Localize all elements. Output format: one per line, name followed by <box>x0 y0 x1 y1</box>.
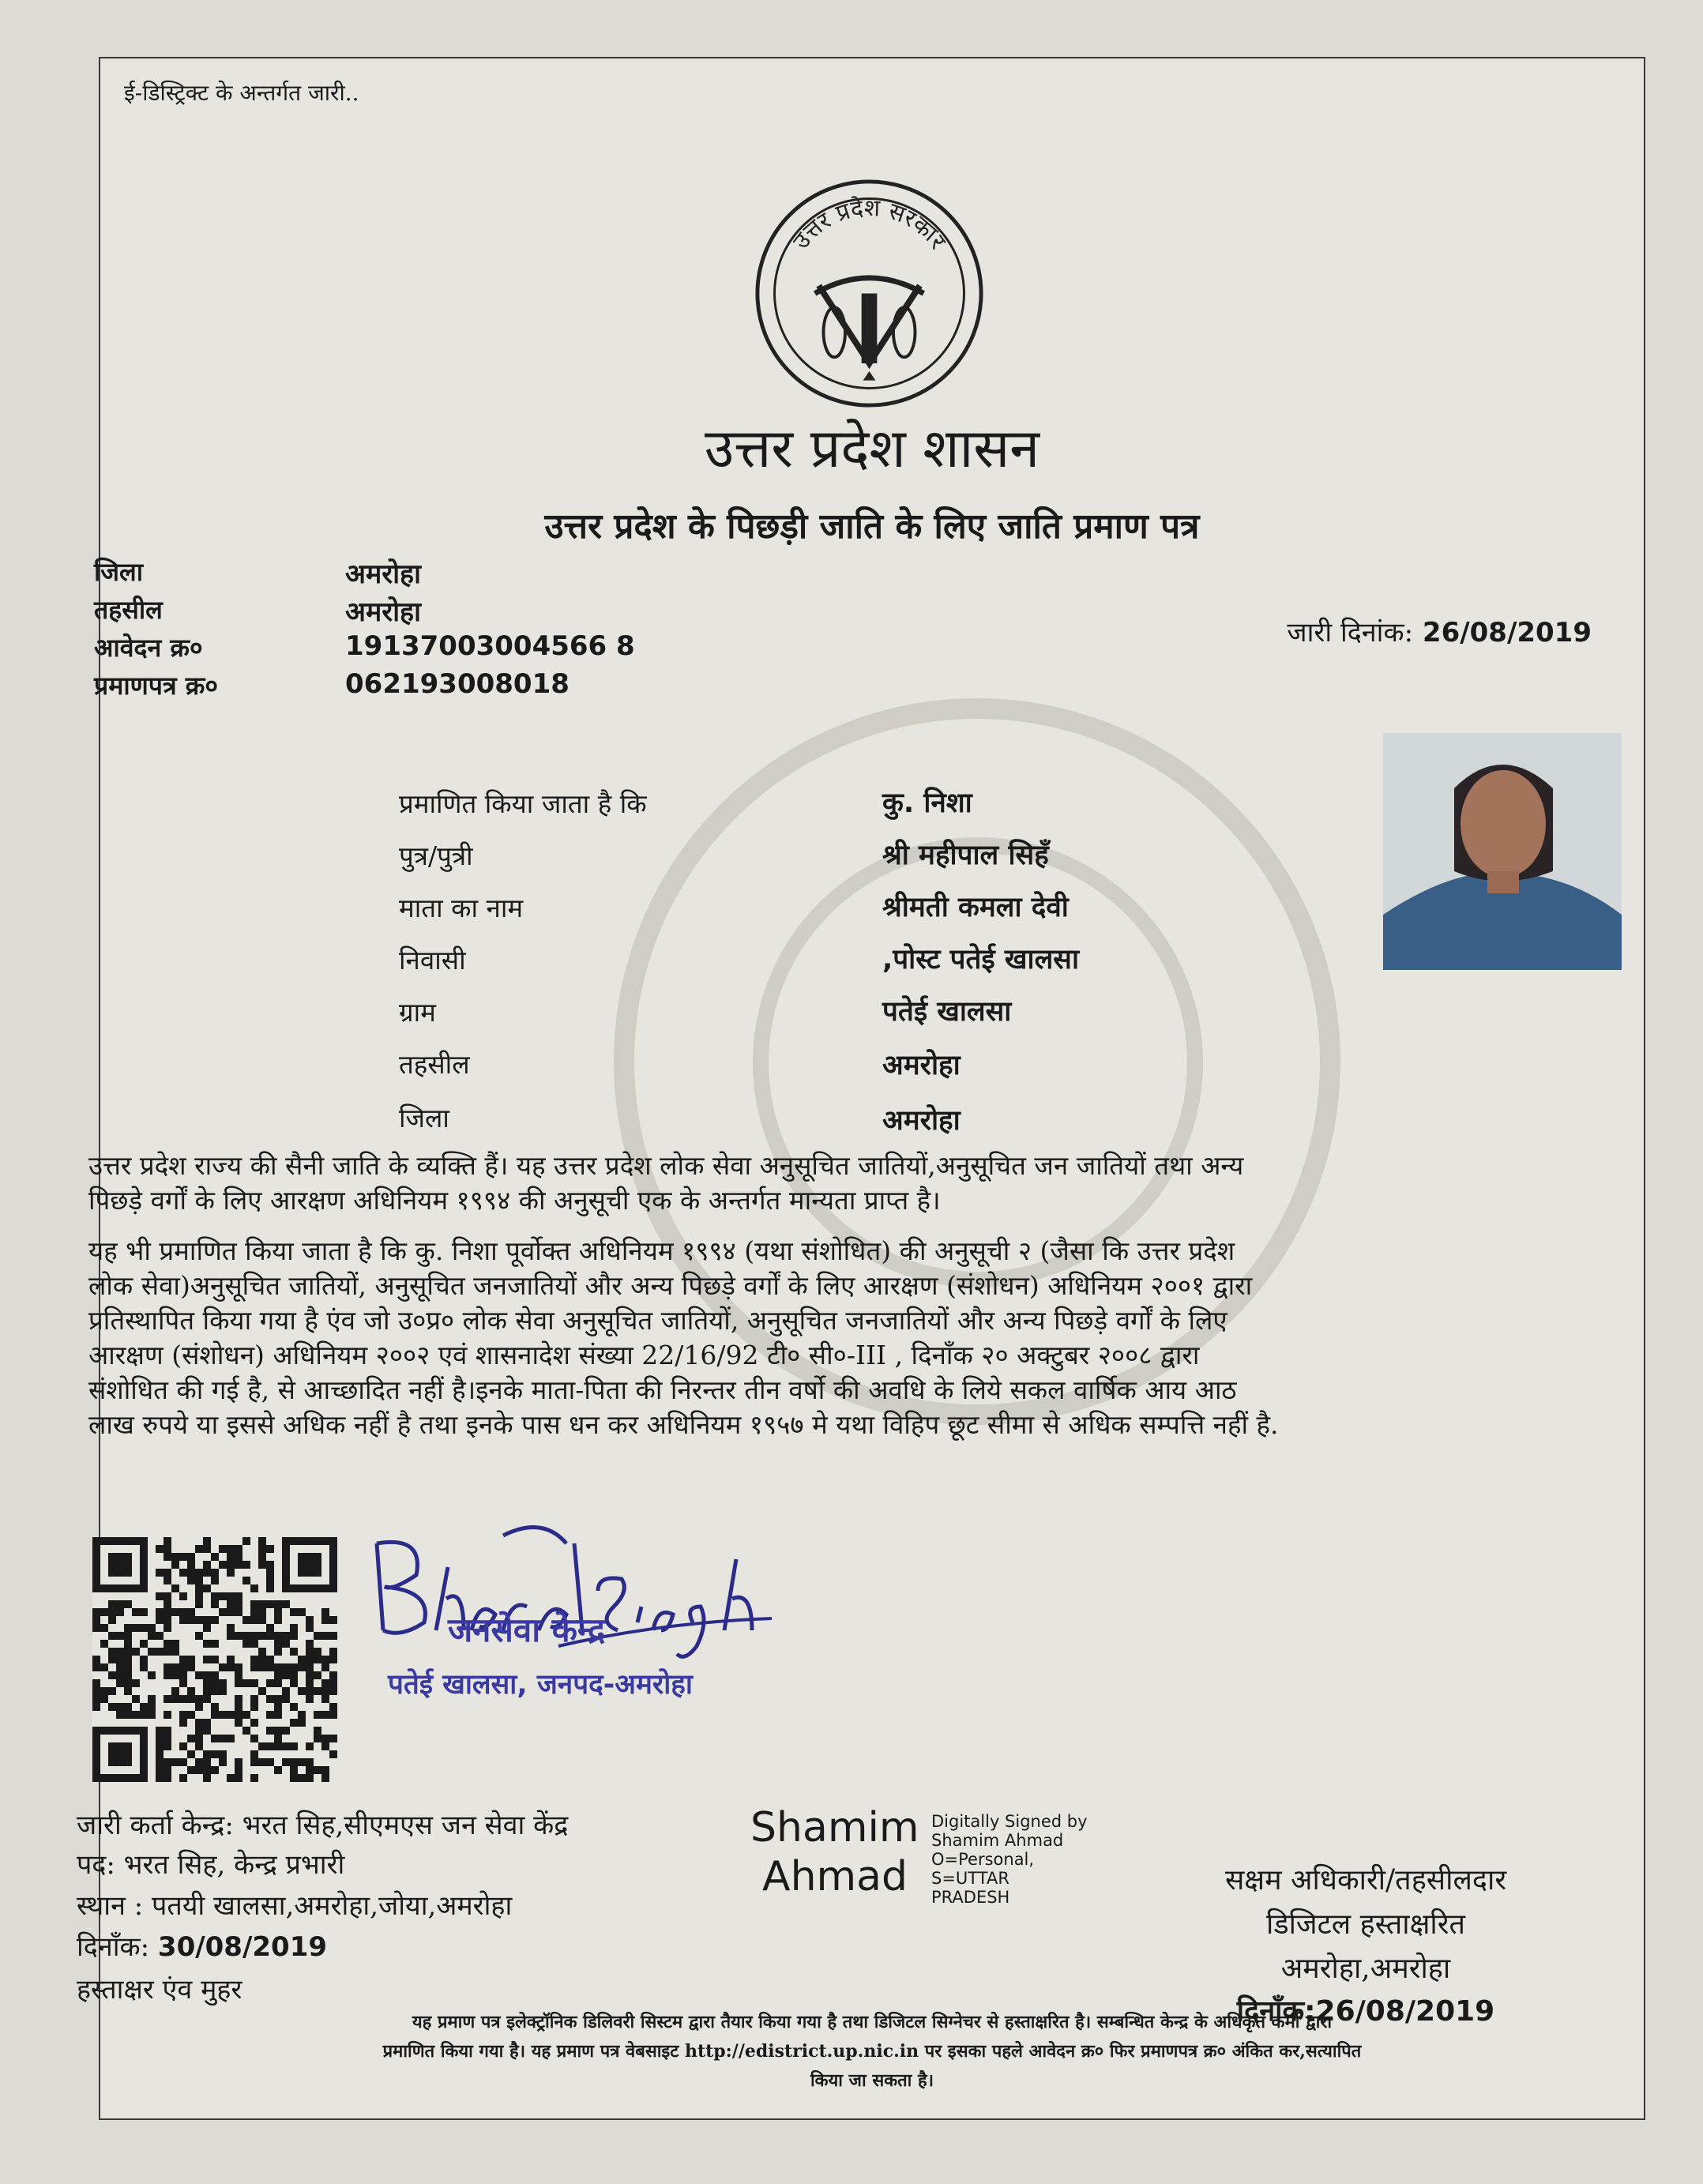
field-value-name: कु. निशा <box>882 788 972 819</box>
emblem-text: उत्तर प्रदेश सरकार <box>787 194 952 254</box>
digital-sign-detail: O=Personal, <box>931 1850 1035 1869</box>
qr-code <box>92 1537 337 1782</box>
footer-note <box>100 2008 1644 2096</box>
footer-line: प्रमाणित किया गया है। यह प्रमाण पत्र वेबसाइट http://edistrict.up.nic.in पर इसका पहले आवेदन क्र० फिर प्रमाणपत्र क्र० अंकित कर,सत्यापित <box>382 2041 1362 2062</box>
field-value-tehsil: अमरोहा <box>882 1050 961 1081</box>
officer-title: सक्षम अधिकारी/तहसीलदार <box>1224 1864 1507 1896</box>
field-label-name: प्रमाणित किया जाता है कि <box>399 788 647 819</box>
field-value-village: पतेई खालसा <box>882 996 1012 1028</box>
field-label-resident: निवासी <box>399 945 466 975</box>
paragraph-caste-line: पिछड़े वर्गों के लिए आरक्षण अधिनियम १९९४ की अनुसूची एक के अन्तर्गत मान्यता प्राप्त है। <box>88 1185 941 1216</box>
meta-value-district: अमरोहा <box>345 558 421 590</box>
meta-value-tehsil: अमरोहा <box>345 596 421 628</box>
issue-date <box>1287 613 1592 649</box>
stamp-center-address: पतेई खालसा, जनपद-अमरोहा <box>388 1669 693 1701</box>
footer-line: किया जा सकता है। <box>810 2070 934 2091</box>
paragraph-caste-line: उत्तर प्रदेश राज्य की सैनी जाति के व्यक्ति हैं। यह उत्तर प्रदेश लोक सेवा अनुसूचित जातियों,अनुसूचित जन जातियों तथा अन्य <box>88 1150 1244 1181</box>
paragraph-caste <box>88 1148 1656 1218</box>
meta-label-district: जिला <box>94 557 144 587</box>
issuer-center: जारी कर्ता केन्द्र: भरत सिह,सीएमएस जन सेवा केंद्र <box>77 1810 569 1841</box>
paragraph-cert-line: प्रतिस्थापित किया गया है एंव जो उ०प्र० लोक सेवा अनुसूचित जातियों, अनुसूचित जनजातियों और अन्य पिछड़े वर्गों के लिए <box>88 1305 1227 1336</box>
meta-label-certificate-no: प्रमाणपत्र क्र० <box>94 671 218 701</box>
digital-sign-detail: PRADESH <box>931 1888 1010 1907</box>
digital-sign-detail: S=UTTAR <box>931 1869 1009 1888</box>
footer-line: यह प्रमाण पत्र इलेक्ट्रॉनिक डिलिवरी सिस्टम द्वारा तैयार किया गया है तथा डिजिटल सिग्नेचर से हस्ताक्षरित है। सम्बन्धित केन्द्र के अधिकृत कर्मी द्वारा <box>412 2012 1333 2032</box>
page-title: उत्तर प्रदेश शासन <box>705 418 1039 480</box>
field-value-district: अमरोहा <box>882 1105 961 1137</box>
issuer-date-label: दिनाँक: <box>77 1931 150 1963</box>
meta-value-certificate-no: 062193008018 <box>345 668 570 700</box>
field-label-mother: माता का नाम <box>399 893 524 923</box>
field-label-district: जिला <box>399 1103 449 1133</box>
paragraph-certification <box>88 1234 1656 1442</box>
issuer-seal-label: हस्ताक्षर एंव मुहर <box>77 1974 242 2005</box>
officer-digital-signed: डिजिटल हस्ताक्षरित <box>1266 1908 1465 1941</box>
up-govt-emblem-icon <box>753 177 986 410</box>
issuer-designation: पद: भरत सिह, केन्द्र प्रभारी <box>77 1849 345 1881</box>
field-value-mother: श्रीमती कमला देवी <box>882 892 1069 923</box>
meta-label-tehsil: तहसील <box>94 595 163 625</box>
svg-text:उत्तर प्रदेश सरकार <box>788 194 952 254</box>
digital-sign-name-2: Ahmad <box>762 1853 908 1900</box>
officer-location: अमरोहा,अमरोहा <box>1280 1953 1451 1985</box>
meta-label-application-no: आवेदन क्र० <box>94 633 203 663</box>
paragraph-cert-line: लाख रुपये या इससे अधिक नहीं है तथा इनके पास धन कर अधिनियम १९५७ मे यथा विहिप छूट सीमा से अधिक सम्पत्ति नहीं है. <box>88 1409 1279 1440</box>
paragraph-cert-line: यह भी प्रमाणित किया जाता है कि कु. निशा पूर्वोक्त अधिनियम १९९४ (यथा संशोधित) की अनुसूची २ (जैसा कि उत्तर प्रदेश <box>88 1235 1235 1266</box>
field-label-tehsil: तहसील <box>399 1049 470 1080</box>
certificate-subtitle: उत्तर प्रदेश के पिछड़ी जाति के लिए जाति प्रमाण पत्र <box>544 506 1200 547</box>
field-value-father: श्री महीपाल सिहँ <box>882 840 1049 871</box>
officer-date: दिनाँक:26/08/2019 <box>1236 1995 1495 2028</box>
issuer-place: स्थान : पतयी खालसा,अमरोहा,जोया,अमरोहा <box>77 1890 513 1922</box>
digital-sign-details <box>931 1812 1088 1907</box>
issuer-date <box>77 1927 327 1964</box>
certificate-page <box>77 57 1645 2120</box>
meta-value-application-no: 19137003004566 8 <box>345 630 635 662</box>
issuer-date-value: 30/08/2019 <box>157 1931 328 1963</box>
digital-sign-name-1: Shamim <box>750 1804 919 1851</box>
issue-date-value: 26/08/2019 <box>1422 617 1592 648</box>
digital-sign-detail: Digitally Signed by <box>931 1812 1088 1831</box>
applicant-photo <box>1383 733 1622 970</box>
paragraph-cert-line: आरक्षण (संशोधन) अधिनियम २००२ एवं शासनादेश संख्या 22/16/92 टी० सी०-III , दिनाँक २० अक्टुबर २००८ द्वारा <box>88 1340 1200 1370</box>
field-label-child-of: पुत्र/पुत्री <box>399 840 473 871</box>
stamp-center-name: जनसेवा केन्द्र <box>448 1611 606 1649</box>
issue-date-label: जारी दिनांक: <box>1287 617 1414 648</box>
digital-sign-detail: Shamim Ahmad <box>931 1831 1064 1850</box>
field-label-village: ग्राम <box>399 997 436 1028</box>
paragraph-cert-line: संशोधित की गई है, से आच्छादित नहीं है।इनके माता-पिता की निरन्तर तीन वर्षो की अवधि के लिये सकल वार्षिक आय आठ <box>88 1374 1237 1405</box>
field-value-resident: ,पोस्ट पतेई खालसा <box>882 944 1080 975</box>
paragraph-cert-line: लोक सेवा)अनुसूचित जातियों, अनुसूचित जनजातियों और अन्य पिछड़े वर्गों के लिए आरक्षण (संशोधन) अधिनियम २००१ द्वारा <box>88 1270 1253 1301</box>
issued-under-text: ई-डिस्ट्रिक्ट के अन्तर्गत जारी.. <box>124 80 359 106</box>
